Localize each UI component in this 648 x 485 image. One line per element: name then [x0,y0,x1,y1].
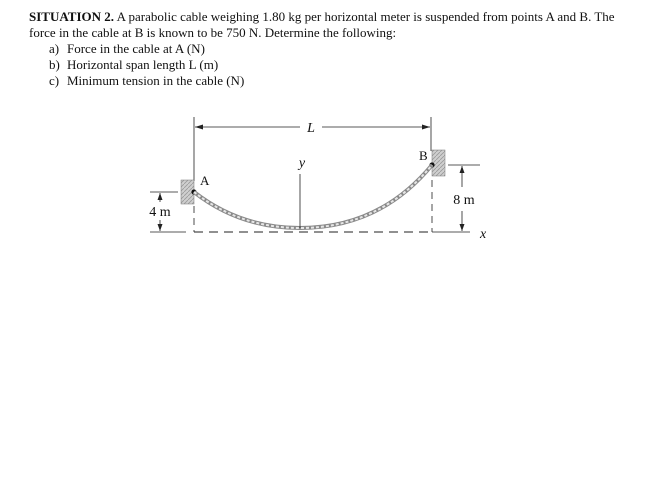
question-letter: c) [49,73,60,88]
support-b-block [432,150,445,176]
sag-b-arrowhead-bottom [460,224,465,231]
support-a-label: A [200,173,210,188]
situation-text: A parabolic cable weighing 1.80 kg per horizontal meter is suspended from points A and B. The force in the cable at B is known to be 750 N. Determine the following: [29,9,615,40]
x-axis-label: x [480,227,487,242]
question-text: Force in the cable at A (N) [67,41,205,56]
question-letter: a) [49,41,60,56]
sag-a-label: 4 m [149,205,171,220]
sag-a-arrowhead-top [158,193,163,200]
cable-outline [194,165,432,228]
sag-b-label: 8 m [453,193,475,208]
span-arrowhead-left [195,125,203,130]
sag-b-arrowhead-top [460,166,465,173]
support-b-label: B [419,148,428,163]
situation-label: SITUATION 2. [29,9,115,24]
y-axis-label: y [298,156,306,171]
question-letter: b) [49,57,60,72]
question-text: Minimum tension in the cable (N) [67,73,245,88]
span-arrowhead-right [422,125,430,130]
question-text: Horizontal span length L (m) [67,57,219,72]
span-label: L [307,121,315,136]
sag-a-arrowhead-bottom [158,224,163,231]
